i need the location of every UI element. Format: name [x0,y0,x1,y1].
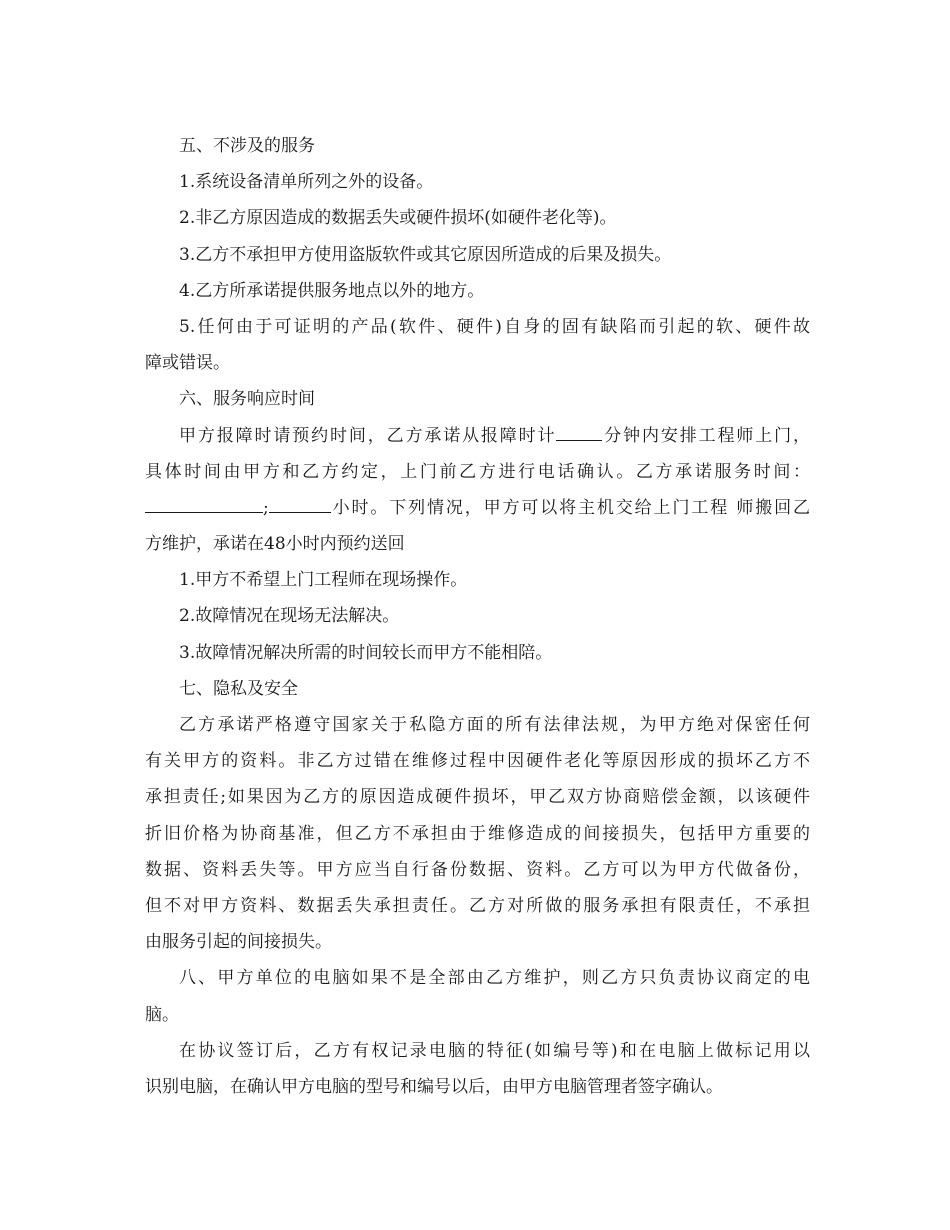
section-6-text: 甲方报障时请预约时间，乙方承诺从报障时计 [179,425,557,446]
section-7-paragraph-line-2: 有关甲方的资料。非乙方过错在维修过程中因硬件老化等原因形成的损坏乙方不 [145,751,810,772]
section-6-item-1: 1.甲方不希望上门工程师在现场操作。 [179,570,468,591]
section-7-paragraph-line-3: 承担责任;如果因为乙方的原因造成硬件损坏，甲乙双方协商赔偿金额，以该硬件 [145,787,810,808]
section-6-item-2: 2.故障情况在现场无法解决。 [179,606,400,627]
section-8-line-1: 八、甲方单位的电脑如果不是全部由乙方维护，则乙方只负责协议商定的电 [179,968,810,989]
section-8-paragraph-line-1: 在协议签订后，乙方有权记录电脑的特征(如编号等)和在电脑上做标记用以 [179,1040,810,1061]
section-6-paragraph-line-2: 具体时间由甲方和乙方约定，上门前乙方进行电话确认。乙方承诺服务时间： [145,461,810,482]
section-6-item-3: 3.故障情况解决所需的时间较长而甲方不能相陪。 [179,642,553,663]
section-7-title: 七、隐私及安全 [179,678,298,699]
section-7-paragraph-line-7: 由服务引起的间接损失。 [145,932,332,953]
section-5-item-4: 4.乙方所承诺提供服务地点以外的地方。 [179,280,485,301]
section-5-title: 五、不涉及的服务 [179,136,315,156]
minutes-blank [556,426,602,441]
section-7-paragraph-line-1: 乙方承诺严格遵守国家关于私隐方面的所有法律法规，为甲方绝对保密任何 [179,715,810,735]
section-5-item-5-line-1: 5.任何由于可证明的产品(软件、硬件)自身的固有缺陷而引起的软、硬件故 [179,316,810,337]
section-5-item-2: 2.非乙方原因造成的数据丢失或硬件损坏(如硬件老化等)。 [179,208,617,229]
section-6-paragraph-line-1 [145,418,810,454]
section-8-paragraph-line-2: 识别电脑，在确认甲方电脑的型号和编号以后，由甲方电脑管理者签字确认。 [145,1076,723,1097]
section-6-text: 小时。下列情况，甲方可以将主机交给上门工程 师搬回乙 [330,497,810,518]
section-5-item-1: 1.系统设备清单所列之外的设备。 [179,172,434,193]
section-7-paragraph-line-4: 折旧价格为协商基准，但乙方不承担由于维修造成的间接损失，包括甲方重要的 [145,823,810,844]
section-6-text: 分钟内安排工程师上门， [602,425,811,446]
section-5-item-3: 3.乙方不承担甲方使用盗版软件或其它原因所造成的后果及损失。 [179,244,672,265]
section-5-item-5-line-2: 障或错误。 [145,353,230,374]
section-6-paragraph-line-3 [145,490,810,526]
section-7-paragraph-line-6: 但不对甲方资料、数据丢失承担责任。乙方对所做的服务承担有限责任，不承担 [145,895,810,916]
hours-blank [269,498,331,513]
section-6-text: ; [263,497,269,518]
section-8-line-2: 脑。 [145,1004,179,1025]
document-body [145,128,810,1105]
service-time-blank [145,498,263,513]
section-6-title: 六、服务响应时间 [179,389,315,410]
section-7-paragraph-line-5: 数据、资料丢失等。甲方应当自行备份数据、资料。乙方可以为甲方代做备份， [145,859,810,880]
section-6-paragraph-line-4: 方维护，承诺在48小时内预约送回 [145,534,405,555]
